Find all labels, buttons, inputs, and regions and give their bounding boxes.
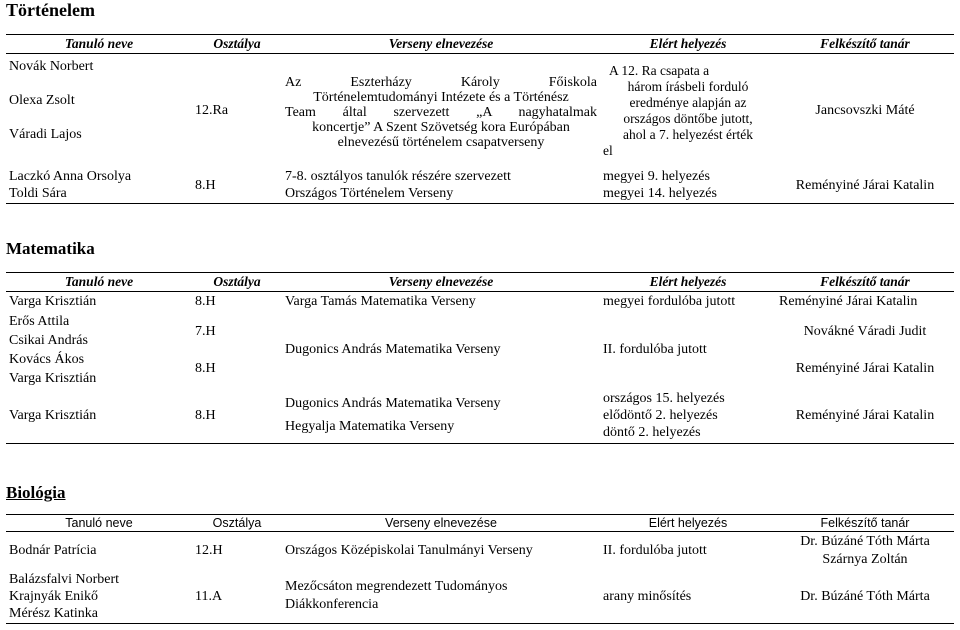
result-line: megyei 14. helyezés (603, 186, 717, 202)
result-line: döntő 2. helyezés (603, 424, 701, 440)
history-header-row (6, 35, 954, 54)
teacher-cell: Reményiné Járai Katalin (776, 388, 954, 444)
competition-line: Történelemtudományi Intézete és a Történész (313, 90, 569, 106)
result-line: elődöntő 2. helyezés (603, 407, 718, 423)
header-competition: Verseny elnevezése (282, 273, 600, 292)
history-table (6, 34, 954, 204)
student-name: Bodnár Patrícia (9, 543, 97, 559)
header-result: Elért helyezés (600, 515, 776, 532)
result-line: országos 15. helyezés (603, 390, 725, 406)
competition-cell: Országos Középiskolai Tanulmányi Verseny (285, 543, 533, 559)
result-line: három írásbeli forduló (627, 78, 749, 94)
competition-line: Hegyalja Matematika Verseny (285, 419, 455, 435)
student-name: Erős Attila (9, 313, 70, 329)
result-cell: arany minősítés (600, 570, 776, 624)
class-cell: 8.H (195, 360, 216, 376)
biology-title: Biológia (6, 483, 66, 502)
math-table (6, 272, 954, 444)
table-row (6, 168, 954, 204)
competition-line: Az Eszterházy Károly Főiskola (285, 75, 597, 91)
student-name: Novák Norbert (9, 59, 94, 74)
student-name: Mérész Katinka (9, 605, 99, 621)
student-name: Varga Krisztián (9, 294, 97, 310)
header-student: Tanuló neve (6, 515, 192, 532)
student-name: Kovács Ákos (9, 351, 85, 367)
competition-line: elnevezésű történelem csapatverseny (337, 135, 545, 151)
result-cell: II. fordulóba jutott (603, 342, 707, 357)
student-name: Toldi Sára (9, 186, 67, 202)
table-row (6, 54, 954, 168)
table-row (6, 292, 954, 312)
competition-cell: Dugonics András Matematika Verseny (285, 342, 501, 357)
student-name: Váradi Lajos (9, 127, 82, 142)
header-class: Osztálya (192, 35, 282, 54)
header-competition: Verseny elnevezése (282, 515, 600, 532)
math-title: Matematika (6, 239, 95, 258)
teacher-cell: Dr. Búzáné Tóth Márta (776, 570, 954, 624)
table-row (6, 570, 954, 624)
student-name: Laczkó Anna Orsolya (9, 169, 132, 185)
result-line: ahol a 7. helyezést érték (622, 126, 754, 142)
header-result: Elért helyezés (600, 35, 776, 54)
teacher-cell: Reményiné Járai Katalin (795, 360, 935, 376)
student-name: Varga Krisztián (9, 370, 97, 386)
competition-line: Országos Történelem Verseny (285, 186, 454, 202)
table-row (6, 312, 954, 388)
header-result: Elért helyezés (600, 273, 776, 292)
history-title: Történelem (6, 0, 95, 20)
header-teacher: Felkészítő tanár (776, 273, 954, 292)
student-name: Csikai András (9, 332, 88, 348)
table-row (6, 532, 954, 570)
competition-line: 7-8. osztályos tanulók részére szervezett (285, 169, 511, 185)
teacher-line: Szárnya Zoltán (822, 551, 908, 567)
result-line: A 12. Ra csapata a (609, 62, 710, 78)
header-teacher: Felkészítő tanár (776, 515, 954, 532)
result-line: el (603, 142, 613, 158)
competition-line: Team által szervezett „A nagyhatalmak (285, 105, 597, 121)
student-name: Krajnyák Enikő (9, 588, 99, 604)
competition-line: Mezőcsáton megrendezett Tudományos (285, 579, 508, 595)
biology-table (6, 514, 954, 624)
class-cell: 8.H (192, 388, 282, 444)
class-cell: 8.H (192, 168, 282, 204)
class-cell: 12.Ra (195, 103, 229, 119)
class-cell: 12.H (195, 543, 223, 559)
student-name: Balázsfalvi Norbert (9, 571, 120, 587)
competition-line: Dugonics András Matematika Verseny (285, 396, 501, 412)
competition-line: koncertje” A Szent Szövetség kora Európában (312, 120, 570, 136)
class-cell: 8.H (195, 294, 216, 310)
teacher-line: Dr. Búzáné Tóth Márta (800, 533, 930, 549)
class-cell: 7.H (195, 323, 216, 339)
table-row (6, 388, 954, 444)
teacher-cell: Reményiné Járai Katalin (776, 168, 954, 204)
result-line: megyei 9. helyezés (603, 169, 710, 185)
header-competition: Verseny elnevezése (282, 35, 600, 54)
header-teacher: Felkészítő tanár (776, 35, 954, 54)
header-class: Osztálya (192, 515, 282, 532)
student-name: Olexa Zsolt (9, 93, 75, 108)
teacher-cell: Jancsovszki Máté (815, 103, 915, 119)
competition-line: Diákkonferencia (285, 597, 379, 613)
student-name: Varga Krisztián (6, 388, 192, 444)
result-cell: II. fordulóba jutott (603, 543, 707, 559)
result-line: eredménye alapján az (629, 94, 747, 110)
competition-cell: Varga Tamás Matematika Verseny (285, 294, 476, 310)
result-cell: megyei fordulóba jutott (603, 294, 736, 310)
header-class: Osztálya (192, 273, 282, 292)
result-line: országos döntőbe jutott, (623, 110, 753, 126)
class-cell: 11.A (192, 570, 282, 624)
math-header-row (6, 273, 954, 292)
header-student: Tanuló neve (6, 273, 192, 292)
header-student: Tanuló neve (6, 35, 192, 54)
teacher-cell: Novákné Váradi Judit (803, 323, 927, 339)
biology-header-row (6, 515, 954, 532)
teacher-cell: Reményiné Járai Katalin (779, 294, 918, 310)
